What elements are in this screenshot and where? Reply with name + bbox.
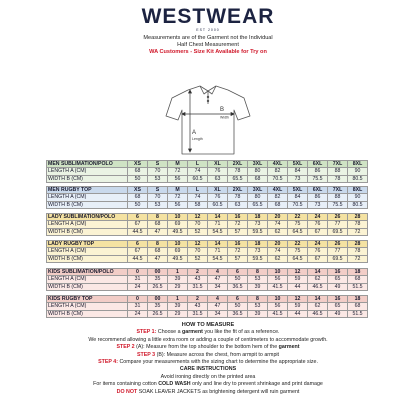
cell: 44.5 xyxy=(128,255,148,262)
cell: 84 xyxy=(288,168,308,175)
row-label: WIDTH B (CM) xyxy=(47,201,128,208)
cell: 78 xyxy=(348,248,368,255)
step-2-bold: garment xyxy=(278,344,300,351)
size-header: 6 xyxy=(128,241,148,248)
cell: 70 xyxy=(188,221,208,228)
size-header: 10 xyxy=(168,241,188,248)
step-1-text: Choose a xyxy=(157,329,181,336)
step-2-label: STEP 2 xyxy=(116,344,135,351)
cell: 53 xyxy=(248,303,268,310)
cell: 29 xyxy=(168,310,188,317)
cell: 39 xyxy=(248,310,268,317)
cell: 31 xyxy=(128,276,148,283)
cell: 68 xyxy=(128,168,148,175)
cell: 68 xyxy=(348,303,368,310)
size-header: 20 xyxy=(268,241,288,248)
cell: 90 xyxy=(348,194,368,201)
size-header: 8XL xyxy=(348,161,368,168)
size-header: XS xyxy=(128,161,148,168)
cell: 60.5 xyxy=(188,175,208,182)
cell: 70 xyxy=(188,248,208,255)
cell: 64.5 xyxy=(288,228,308,235)
step-3 xyxy=(0,352,416,359)
brand-logo: WESTWEAR xyxy=(141,5,275,28)
size-header: 10 xyxy=(168,214,188,221)
cell: 90 xyxy=(348,168,368,175)
cell: 49 xyxy=(328,283,348,290)
size-header: 18 xyxy=(348,269,368,276)
cell: 39 xyxy=(248,283,268,290)
cell: 35 xyxy=(148,276,168,283)
half-chest-note: Half Chest Measurement xyxy=(177,42,239,48)
size-header: 1 xyxy=(168,269,188,276)
cell: 54.5 xyxy=(208,255,228,262)
size-header: 8 xyxy=(148,214,168,221)
size-header: 6 xyxy=(128,214,148,221)
row-label: WIDTH B (CM) xyxy=(47,310,128,317)
size-header: 28 xyxy=(348,241,368,248)
size-header: 4XL xyxy=(268,161,288,168)
size-header: 16 xyxy=(328,296,348,303)
cell: 62 xyxy=(268,228,288,235)
step-1-line-2: We recommend allowing a little extra room or adding a couple of centimeters to accommodate growth. xyxy=(88,336,328,343)
size-header: 24 xyxy=(308,214,328,221)
size-header: 12 xyxy=(288,296,308,303)
row-label: WIDTH B (CM) xyxy=(47,255,128,262)
cell: 59 xyxy=(288,276,308,283)
cell: 56 xyxy=(268,276,288,283)
cell: 72 xyxy=(228,248,248,255)
cell: 67 xyxy=(308,255,328,262)
cell: 80.5 xyxy=(348,175,368,182)
size-header: 2 xyxy=(188,269,208,276)
cell: 50 xyxy=(228,276,248,283)
cell: 68 xyxy=(268,201,288,208)
size-header: 16 xyxy=(228,241,248,248)
row-label: LENGTH A (CM) xyxy=(47,194,128,201)
cell: 53 xyxy=(148,175,168,182)
cell: 35 xyxy=(148,303,168,310)
cell: 75.5 xyxy=(328,201,348,208)
cell: 50 xyxy=(228,303,248,310)
cell: 80.5 xyxy=(348,201,368,208)
cell: 65.5 xyxy=(248,201,268,208)
size-header: 18 xyxy=(248,214,268,221)
size-header: 3XL xyxy=(248,187,268,194)
cell: 73 xyxy=(308,201,328,208)
size-header: 20 xyxy=(268,214,288,221)
cell: 60.5 xyxy=(208,201,228,208)
size-table-lady-rugby xyxy=(46,240,368,263)
size-header: 10 xyxy=(268,296,288,303)
cell: 75 xyxy=(288,221,308,228)
cell: 44 xyxy=(288,283,308,290)
how-to-measure-title: HOW TO MEASURE xyxy=(181,322,235,328)
table-title: MEN RUGBY TOP xyxy=(47,187,128,194)
cell: 63 xyxy=(228,201,248,208)
cell: 69 xyxy=(168,221,188,228)
size-header: 5XL xyxy=(288,187,308,194)
cell: 56 xyxy=(168,175,188,182)
size-header: 2 xyxy=(188,296,208,303)
table-title: MEN SUBLIMATION/POLO xyxy=(47,161,128,168)
size-header: 2XL xyxy=(228,187,248,194)
cell: 59.5 xyxy=(248,255,268,262)
step-1 xyxy=(0,329,416,336)
size-header: 8 xyxy=(248,296,268,303)
size-table-kids-polo xyxy=(46,268,368,291)
size-header: 3XL xyxy=(248,161,268,168)
care-line-3-text: SOAK LEAVER JACKETS as brightening detergent will ruin garment xyxy=(138,388,300,395)
size-header: 2XL xyxy=(228,161,248,168)
cell: 43 xyxy=(188,276,208,283)
size-header: 4 xyxy=(208,269,228,276)
size-header: 14 xyxy=(308,269,328,276)
table-title: LADY RUGBY TOP xyxy=(47,241,128,248)
cell: 72 xyxy=(348,255,368,262)
cell: 68 xyxy=(348,276,368,283)
size-header: 00 xyxy=(148,296,168,303)
row-label: WIDTH B (CM) xyxy=(47,175,128,182)
cell: 88 xyxy=(328,194,348,201)
cell: 59.5 xyxy=(248,228,268,235)
cell: 53 xyxy=(248,276,268,283)
size-header: XL xyxy=(208,187,228,194)
cell: 84 xyxy=(288,194,308,201)
size-header: 7XL xyxy=(328,161,348,168)
size-header: 14 xyxy=(208,214,228,221)
step-4 xyxy=(0,359,416,366)
cell: 72 xyxy=(168,194,188,201)
cell: 68 xyxy=(248,175,268,182)
cell: 86 xyxy=(308,194,328,201)
cell: 47 xyxy=(208,276,228,283)
step-2 xyxy=(0,344,416,351)
cell: 78 xyxy=(228,168,248,175)
polo-shirt-diagram xyxy=(150,84,266,158)
cell: 39 xyxy=(168,303,188,310)
cell: 26.5 xyxy=(148,310,168,317)
size-header: 14 xyxy=(308,296,328,303)
cell: 31.5 xyxy=(188,310,208,317)
cell: 62 xyxy=(268,255,288,262)
label-a-sub: Length xyxy=(192,137,203,141)
cell: 64.5 xyxy=(288,255,308,262)
cell: 74 xyxy=(268,248,288,255)
cell: 54.5 xyxy=(208,228,228,235)
table-title: LADY SUBLIMATION/POLO xyxy=(47,214,128,221)
cell: 34 xyxy=(208,310,228,317)
cell: 72 xyxy=(228,221,248,228)
cell: 49 xyxy=(328,310,348,317)
size-header: 1 xyxy=(168,296,188,303)
brand-logo-sub: EST 2000 xyxy=(196,28,220,32)
measurement-note: Measurements are of the Garment not the Individual xyxy=(143,35,273,41)
size-header: 22 xyxy=(288,214,308,221)
cell: 52 xyxy=(188,228,208,235)
table-title: KIDS RUGBY TOP xyxy=(47,296,128,303)
cell: 65 xyxy=(328,303,348,310)
cell: 75.5 xyxy=(308,175,328,182)
table-title: KIDS SUBLIMATION/POLO xyxy=(47,269,128,276)
cell: 31.5 xyxy=(188,283,208,290)
cell: 86 xyxy=(308,168,328,175)
cell: 67 xyxy=(308,228,328,235)
cell: 78 xyxy=(228,194,248,201)
size-header: 12 xyxy=(188,214,208,221)
cell: 53 xyxy=(148,201,168,208)
cell: 34 xyxy=(208,283,228,290)
step-2-text: (A): Measure from the top shoulder to the bottom hem of the xyxy=(136,344,278,351)
care-line-3-warning: DO NOT xyxy=(116,388,138,395)
cell: 76 xyxy=(308,248,328,255)
cell: 78 xyxy=(348,221,368,228)
size-header: 14 xyxy=(208,241,228,248)
cell: 67 xyxy=(128,221,148,228)
cell: 69.5 xyxy=(328,228,348,235)
cell: 72 xyxy=(348,228,368,235)
size-header: M xyxy=(168,187,188,194)
step-4-text: Compare your measurements with the sizing chart to determine the appropriate size. xyxy=(119,359,318,366)
size-header: 4 xyxy=(208,296,228,303)
cell: 47 xyxy=(208,303,228,310)
care-line-2-bold: COLD WASH xyxy=(158,381,191,388)
cell: 50 xyxy=(128,201,148,208)
cell: 24 xyxy=(128,283,148,290)
cell: 62 xyxy=(308,276,328,283)
size-header: M xyxy=(168,161,188,168)
size-table-men-polo xyxy=(46,160,368,183)
size-header: 0 xyxy=(128,296,148,303)
cell: 76 xyxy=(308,221,328,228)
size-header: 18 xyxy=(248,241,268,248)
cell: 68 xyxy=(128,194,148,201)
row-label: LENGTH A (CM) xyxy=(47,221,128,228)
cell: 80 xyxy=(248,194,268,201)
cell: 50 xyxy=(128,175,148,182)
cell: 68 xyxy=(148,248,168,255)
cell: 49.5 xyxy=(168,255,188,262)
cell: 88 xyxy=(328,168,348,175)
cell: 74 xyxy=(188,168,208,175)
cell: 56 xyxy=(268,303,288,310)
size-header: 8XL xyxy=(348,187,368,194)
row-label: LENGTH A (CM) xyxy=(47,276,128,283)
cell: 51.5 xyxy=(348,310,368,317)
cell: 47 xyxy=(148,255,168,262)
cell: 36.5 xyxy=(228,310,248,317)
cell: 44 xyxy=(288,310,308,317)
cell: 26.5 xyxy=(148,283,168,290)
cell: 68 xyxy=(148,221,168,228)
how-to-measure-section xyxy=(0,322,416,396)
cell: 74 xyxy=(188,194,208,201)
cell: 65.5 xyxy=(228,175,248,182)
cell: 43 xyxy=(188,303,208,310)
cell: 29 xyxy=(168,283,188,290)
care-line-3 xyxy=(0,389,416,396)
size-header: L xyxy=(188,187,208,194)
care-line-2-text-end: only and line dry to prevent shrinkage and print damage xyxy=(192,381,323,388)
cell: 44.5 xyxy=(128,228,148,235)
size-header: 12 xyxy=(288,269,308,276)
size-header: S xyxy=(148,187,168,194)
cell: 76 xyxy=(208,194,228,201)
size-header: 26 xyxy=(328,241,348,248)
cell: 59 xyxy=(288,303,308,310)
cell: 24 xyxy=(128,310,148,317)
cell: 65 xyxy=(328,276,348,283)
cell: 74 xyxy=(268,221,288,228)
care-line-2-text: For items containing cotton xyxy=(93,381,157,388)
wa-customers-note: WA Customers - Size Kit Available for Try on xyxy=(149,49,267,55)
cell: 56 xyxy=(168,201,188,208)
size-header: 6XL xyxy=(308,161,328,168)
cell: 72 xyxy=(168,168,188,175)
row-label: LENGTH A (CM) xyxy=(47,303,128,310)
cell: 70 xyxy=(148,194,168,201)
cell: 57 xyxy=(228,228,248,235)
cell: 41.5 xyxy=(268,310,288,317)
size-header: 00 xyxy=(148,269,168,276)
step-3-label: STEP 3 xyxy=(136,351,156,358)
cell: 46.5 xyxy=(308,283,328,290)
cell: 70.5 xyxy=(288,201,308,208)
size-header: 24 xyxy=(308,241,328,248)
cell: 49.5 xyxy=(168,228,188,235)
size-header: XS xyxy=(128,187,148,194)
cell: 78 xyxy=(328,175,348,182)
label-b-sub: Width xyxy=(220,115,229,120)
size-header: 8 xyxy=(248,269,268,276)
step-4-label: STEP 4: xyxy=(98,359,118,366)
label-a: A xyxy=(192,130,197,136)
cell: 73 xyxy=(248,248,268,255)
cell: 63 xyxy=(208,175,228,182)
step-3-text: (B): Measure across the chest, from armpit to armpit xyxy=(156,351,280,358)
cell: 71 xyxy=(208,221,228,228)
size-header: 10 xyxy=(268,269,288,276)
size-header: 12 xyxy=(188,241,208,248)
cell: 69 xyxy=(168,248,188,255)
cell: 76 xyxy=(208,168,228,175)
size-header: 8 xyxy=(148,241,168,248)
size-header: 6 xyxy=(228,269,248,276)
care-line-2 xyxy=(0,381,416,388)
cell: 73 xyxy=(288,175,308,182)
size-header: 6XL xyxy=(308,187,328,194)
cell: 46.5 xyxy=(308,310,328,317)
size-header: XL xyxy=(208,161,228,168)
cell: 41.5 xyxy=(268,283,288,290)
cell: 71 xyxy=(208,248,228,255)
cell: 80 xyxy=(248,168,268,175)
row-label: WIDTH B (CM) xyxy=(47,283,128,290)
size-header: S xyxy=(148,161,168,168)
care-line-1: Avoid ironing directly on the printed area xyxy=(160,373,256,380)
label-b: B xyxy=(220,107,225,113)
size-header: L xyxy=(188,161,208,168)
cell: 39 xyxy=(168,276,188,283)
cell: 70.5 xyxy=(268,175,288,182)
cell: 62 xyxy=(308,303,328,310)
step-1-text-end: you like the fit of as a reference. xyxy=(204,329,280,336)
size-header: 6 xyxy=(228,296,248,303)
cell: 47 xyxy=(148,228,168,235)
cell: 82 xyxy=(268,194,288,201)
size-header: 26 xyxy=(328,214,348,221)
care-instructions-title: CARE INSTRUCTIONS xyxy=(179,366,237,373)
size-header: 4XL xyxy=(268,187,288,194)
cell: 77 xyxy=(328,248,348,255)
size-table-lady-polo xyxy=(46,213,368,236)
cell: 70 xyxy=(148,168,168,175)
cell: 77 xyxy=(328,221,348,228)
row-label: WIDTH B (CM) xyxy=(47,228,128,235)
step-1-label: STEP 1: xyxy=(136,329,157,336)
size-header: 18 xyxy=(348,296,368,303)
cell: 82 xyxy=(268,168,288,175)
size-header: 7XL xyxy=(328,187,348,194)
header xyxy=(0,6,416,56)
step-1-bold: garment xyxy=(182,329,203,336)
size-header: 16 xyxy=(328,269,348,276)
cell: 75 xyxy=(288,248,308,255)
size-table-men-rugby xyxy=(46,186,368,209)
cell: 69.5 xyxy=(328,255,348,262)
size-table-kids-rugby xyxy=(46,295,368,318)
cell: 36.5 xyxy=(228,283,248,290)
size-header: 5XL xyxy=(288,161,308,168)
cell: 67 xyxy=(128,248,148,255)
size-header: 22 xyxy=(288,241,308,248)
size-header: 16 xyxy=(228,214,248,221)
cell: 57 xyxy=(228,255,248,262)
cell: 51.5 xyxy=(348,283,368,290)
cell: 73 xyxy=(248,221,268,228)
size-header: 0 xyxy=(128,269,148,276)
size-header: 28 xyxy=(348,214,368,221)
row-label: LENGTH A (CM) xyxy=(47,168,128,175)
row-label: LENGTH A (CM) xyxy=(47,248,128,255)
cell: 31 xyxy=(128,303,148,310)
cell: 58 xyxy=(188,201,208,208)
cell: 52 xyxy=(188,255,208,262)
